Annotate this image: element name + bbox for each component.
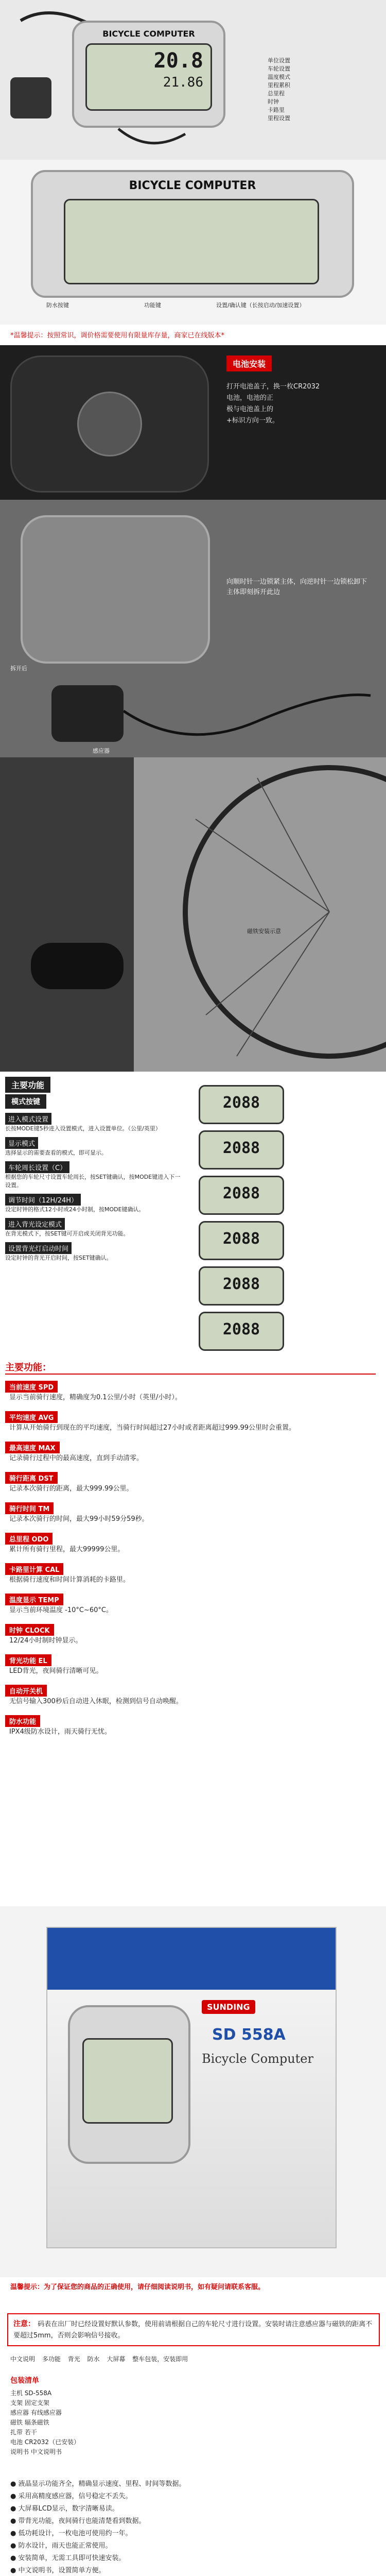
spec-head: 平均速度 AVG [5,1411,58,1423]
hero2-device [31,170,354,298]
feature-item: ● 防水设计，雨天也能正常使用。 [10,2542,112,2550]
pack-item: 电池 CR2032（已安装） [10,2438,80,2446]
spec-text: 计算从开始骑行到现在的平均速度，当骑行时间超过27小时或者距离超过999.99公里时会重置。 [9,1424,296,1432]
spec-text: 记录本次骑行的时间，最大99小时59分59秒。 [9,1515,149,1523]
install-label-sensor: 感应器 [93,748,110,754]
package-section [0,1906,386,2277]
package-device [68,2005,190,2164]
mode-item-title: 设置背光灯启动时间 [5,1242,72,1254]
spec-text: 无信号输入300秒后自动进入休眠，检测到信号自动唤醒。 [9,1698,183,1705]
hero-bracket [10,77,51,118]
magnet-label: 磁铁安装示意 [247,928,281,935]
specs-section [0,1360,386,1906]
tag: 中文说明 [10,2355,36,2363]
spec-head: 卡路里计算 CAL [5,1563,63,1575]
battery-line: +标识方向一致。 [226,417,279,425]
spec-row [5,1685,376,1707]
spec-head: 温度显示 TEMP [5,1594,63,1605]
wheel-section [0,757,386,1072]
sensor-cylinder [31,943,124,989]
hero-lcd-bottom: 21.86 [163,75,203,90]
spec-text: 显示当前环境温度 -10°C~60°C。 [9,1606,113,1614]
hero-lcd-top: 20.8 [153,49,203,73]
package-stripe [47,1928,336,1990]
package-logo: SUNDING [202,2000,255,2014]
spec-row [5,1624,376,1646]
feature-item: ● 液晶显示功能齐全，精确显示速度、里程、时间等数据。 [10,2480,186,2488]
spec-head: 骑行距离 DST [5,1472,58,1484]
mode-item [5,1194,185,1214]
pack-item: 支架 固定支架 [10,2399,49,2406]
function-item: 单位设置 [268,57,290,64]
spec-head: 总里程 ODO [5,1533,52,1545]
mode-lcd-value: 2088 [222,1094,260,1112]
mode-lcd-value: 2088 [222,1184,260,1202]
hero-device [72,21,225,128]
install-caption: 向顺时针一边锁紧主体，向逆时针一边锁松卸下主体即刻拆开此边 [226,578,367,596]
spec-head: 最高速度 MAX [5,1442,60,1453]
battery-line: 极与电池盖上的 [226,405,274,413]
function-item: 温度模式 [268,74,290,80]
mode-lcd [199,1312,284,1351]
battery-text [226,381,371,427]
mode-lcd [199,1130,284,1170]
notice-text: *温馨提示：按照常识，调价格需要使用有限量库存量，商家已在线版本* [10,332,225,340]
package-lcd [82,2038,173,2124]
spec-text: 12/24小时制时钟显示。 [9,1637,82,1645]
spec-head: 背光功能 EL [5,1654,51,1666]
mode-lcd [199,1266,284,1306]
mode-item-title: 显示模式 [5,1137,38,1149]
mode-lcd-value: 2088 [222,1139,260,1157]
hero2-section [0,160,386,325]
mode-item-title: 车轮周长设置（C） [5,1161,69,1173]
mode-lcd [199,1085,284,1124]
battery-line: 电池，电池的正 [226,394,274,402]
mode-item-title: 调节时间（12H/24H） [5,1194,81,1206]
spec-row [5,1411,376,1433]
install-bracket [51,685,124,742]
pack-item: 磁铁 辐条磁铁 [10,2419,49,2426]
mode-item-list [5,1113,185,1266]
battery-section [0,345,386,500]
mode-section [0,1072,386,1360]
spec-head: 自动开关机 [5,1685,47,1697]
mode-lcd-value: 2088 [222,1230,260,1248]
mode-banner: 主要功能 [5,1077,50,1093]
spec-row [5,1442,376,1464]
battery-banner: 电池安装 [226,355,272,371]
battery-cover [77,392,142,456]
hero2-caption-mid: 功能键 [144,302,161,309]
tags-row [10,2354,376,2363]
hero-section [0,0,386,160]
tag: 背光 [67,2355,80,2363]
mode-lcd-grid [196,1082,381,1354]
mode-banner-wrap [5,1077,50,1093]
hero2-caption-left: 防水按键 [46,302,69,309]
mode-item [5,1113,185,1133]
pack-item: 主机 SD-558A [10,2389,52,2397]
install-device [21,515,210,664]
spec-head: 骑行时间 TM [5,1502,54,1514]
mode-lcd [199,1176,284,1215]
spec-text: 显示当前骑行速度，精确度为0.1公里/小时（英里/小时）。 [9,1394,182,1401]
features-list [10,2478,376,2576]
pack-item: 扎带 若干 [10,2429,37,2436]
spec-text: 记录骑行过程中的最高速度，直到手动清零。 [9,1454,144,1462]
spec-head: 防水功能 [5,1715,40,1727]
function-item: 里程设置 [268,115,290,122]
spec-row [5,1715,376,1737]
spec-row [5,1563,376,1585]
battery-banner-wrap [226,355,272,371]
tag: 防水 [87,2355,100,2363]
spec-row [5,1381,376,1403]
feature-box-text: 码表在出厂时已经设置好默认参数，使用前请根据自己的车轮尺寸进行设置。安装时请注意感应器与磁铁的距离不要超过5mm，否则会影响信号接收。 [13,2320,373,2340]
install-section [0,500,386,757]
pack-item: 说明书 中文说明书 [10,2448,62,2455]
spec-text: LED背光，夜间骑行清晰可见。 [9,1667,103,1675]
pack-item: 感应器 有线感应器 [10,2409,62,2416]
function-item: 时钟 [268,98,279,105]
spec-row [5,1533,376,1555]
package-brand: SD 558A [212,2026,286,2044]
mode-item-desc: 设定时钟的格式12小时或24小时制，按MODE键确认。 [5,1206,145,1213]
mode-item-title: 进入背光设定模式 [5,1218,65,1230]
hero2-lcd [64,199,319,284]
spec-head: 当前速度 SPD [5,1381,58,1393]
mode-item [5,1218,185,1238]
mode-item-desc: 选择显示的需要查看的模式，即可显示。 [5,1149,107,1156]
mode-lcd-value: 2088 [222,1275,260,1293]
package-title: Bicycle Computer [202,2052,313,2066]
feature-item: ● 安装简单，无需工具即可快速安装。 [10,2554,126,2562]
mode-item [5,1137,185,1157]
function-item: 车轮设置 [268,65,290,72]
spec-row [5,1654,376,1676]
spec-row [5,1594,376,1616]
hero-lcd [85,43,212,111]
feature-item: ● 中文说明书，设置简单方便。 [10,2567,106,2574]
feature-item: ● 低功耗设计，一枚电池可使用约一年。 [10,2530,132,2537]
feature-item: ● 大屏幕LCD显示，数字清晰易读。 [10,2505,119,2513]
tag: 大屏幕 [107,2355,126,2363]
hero2-device-title: BICYCLE COMPUTER [129,179,256,192]
feature-box [7,2313,380,2346]
mode-sub-banner: 模式按键 [5,1094,46,1109]
function-item: 卡路里 [268,107,285,113]
feature-box-heading: 注意： [13,2320,35,2328]
spec-text: 累计所有骑行里程，最大99999公里。 [9,1546,125,1553]
mode-lcd-value: 2088 [222,1320,260,1338]
spec-row [5,1472,376,1494]
hero-function-list [268,57,371,123]
tag: 多功能 [42,2355,61,2363]
pack-list-section [10,2375,376,2457]
pack-list-label: 包装清单 [10,2377,39,2385]
mode-item [5,1161,185,1190]
spec-text: 记录本次骑行的距离，最大999.99公里。 [9,1485,133,1493]
hero-device-title: BICYCLE COMPUTER [102,29,195,39]
function-item: 里程累积 [268,82,290,89]
battery-line: 打开电池盖子，换一枚CR2032 [226,383,320,391]
mode-sub-banner-wrap [5,1094,46,1109]
desc-red-text: 温馨提示：为了保证您的商品的正确使用，请仔细阅读说明书，如有疑问请联系客服。 [10,2283,265,2291]
spec-text: 根据骑行速度和时间计算消耗的卡路里。 [9,1576,130,1584]
spec-head: 时钟 CLOCK [5,1624,54,1636]
feature-item: ● 采用高精度感应器，信号稳定不丢失。 [10,2493,132,2500]
mode-item-desc: 根据您的车轮尺寸设置车轮周长，按SET键确认，按MODE键进入下一设置。 [5,1174,181,1189]
mode-item-title: 进入模式设置 [5,1113,51,1125]
mode-item [5,1242,185,1262]
mode-item-desc: 设定时钟的背光开启时间，按SET键确认。 [5,1255,112,1261]
install-label-bracket: 拆开后 [10,665,27,672]
spec-row [5,1502,376,1524]
mode-item-desc: 在背光模式下，按SET键可开启或关闭背光功能。 [5,1230,129,1237]
mode-lcd [199,1221,284,1260]
function-item: 总里程 [268,90,285,97]
feature-item: ● 带背光功能，夜间骑行也能清楚看到数据。 [10,2517,146,2525]
mode-item-desc: 长按MODE键5秒进入设置模式，进入设置单位。（公里/英里） [5,1125,161,1132]
fork [0,757,134,1072]
specs-list [5,1381,376,1745]
spec-text: IPX4级防水设计，雨天骑行无忧。 [9,1728,111,1736]
tags-suffix: 整车包装，安装即用 [132,2355,188,2363]
specs-banner: 主要功能： [5,1360,376,1375]
hero2-caption-right: 设置/确认键（长按启动/加速设置） [216,302,305,309]
install-sensor-cable [124,675,381,757]
package-box [46,1927,337,2248]
